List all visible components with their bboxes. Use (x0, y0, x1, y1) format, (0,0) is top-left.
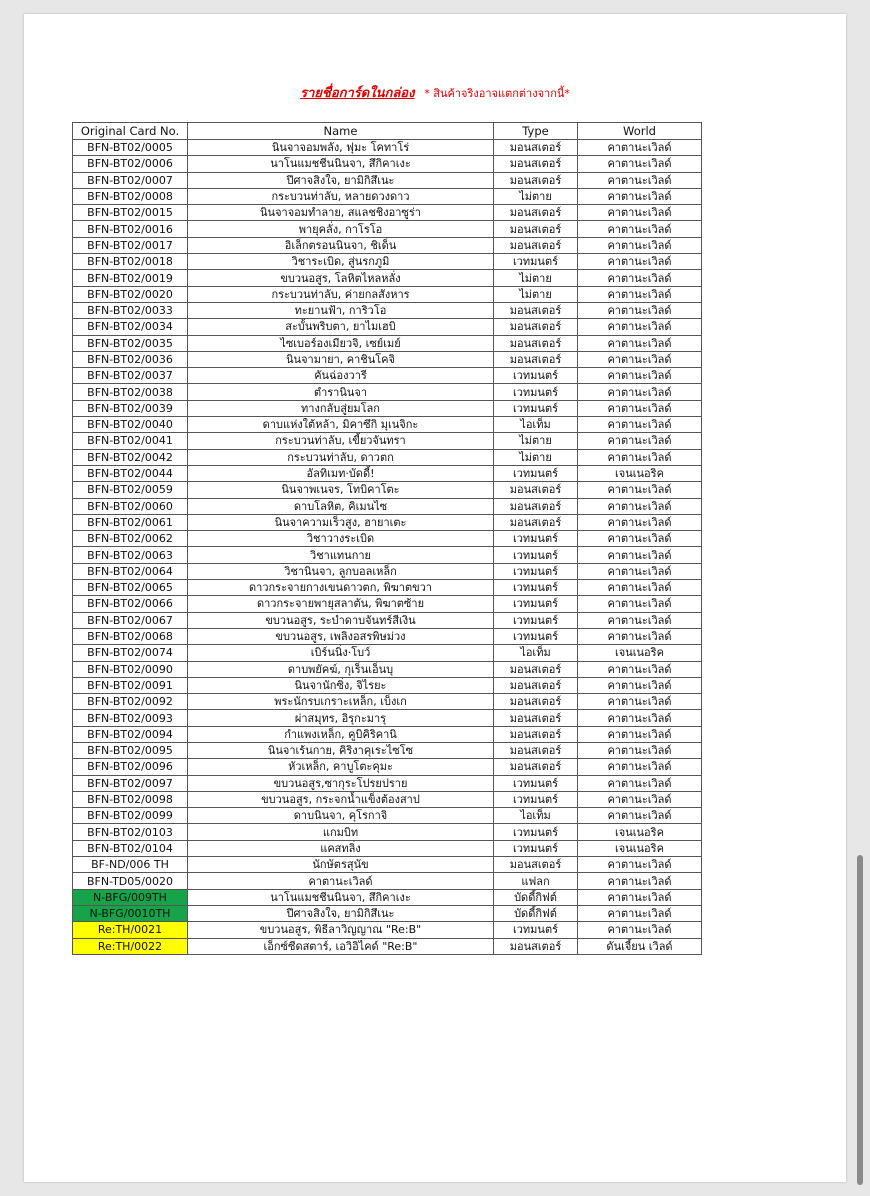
card-no-cell: BFN-BT02/0103 (73, 824, 188, 840)
card-type-cell: เวทมนตร์ (494, 465, 578, 481)
table-row (73, 808, 702, 824)
card-type-cell: เวทมนตร์ (494, 612, 578, 628)
card-type-cell: มอนสเตอร์ (494, 938, 578, 954)
card-no-cell: BFN-BT02/0099 (73, 808, 188, 824)
card-type-cell: เวทมนตร์ (494, 400, 578, 416)
table-row (73, 221, 702, 237)
card-no-cell: BFN-BT02/0096 (73, 759, 188, 775)
card-name-cell: ขบวนอสูร, เพลิงอสรพิษม่วง (188, 628, 494, 644)
table-row (73, 514, 702, 530)
table-row (73, 205, 702, 221)
document-title: รายชื่อการ์ดในกล่อง (300, 86, 415, 101)
card-name-cell: ปีศาจสิงใจ, ยามิกิสึเนะ (188, 905, 494, 921)
card-type-cell: เวทมนตร์ (494, 254, 578, 270)
card-world-cell: คาตานะเวิลด์ (578, 254, 702, 270)
card-type-cell: ไอเท็ม (494, 645, 578, 661)
card-name-cell: พายุคลั่ง, กาโรโอ (188, 221, 494, 237)
table-row (73, 433, 702, 449)
card-name-cell: นินจาความเร็วสูง, ฮายาเตะ (188, 514, 494, 530)
table-row (73, 465, 702, 481)
card-type-cell: มอนสเตอร์ (494, 172, 578, 188)
card-type-cell: ไอเท็ม (494, 417, 578, 433)
card-world-cell: คาตานะเวิลด์ (578, 400, 702, 416)
card-world-cell: คาตานะเวิลด์ (578, 547, 702, 563)
card-world-cell: คาตานะเวิลด์ (578, 726, 702, 742)
card-type-cell: เวทมนตร์ (494, 596, 578, 612)
card-no-cell: BFN-BT02/0019 (73, 270, 188, 286)
card-type-cell: มอนสเตอร์ (494, 482, 578, 498)
card-type-cell: มอนสเตอร์ (494, 742, 578, 758)
card-no-cell: BFN-BT02/0074 (73, 645, 188, 661)
card-world-cell: ดันเจี้ยน เวิลด์ (578, 938, 702, 954)
card-no-cell: BFN-BT02/0038 (73, 384, 188, 400)
card-world-cell: เจนเนอริค (578, 645, 702, 661)
card-no-cell: BFN-BT02/0090 (73, 661, 188, 677)
table-header-row (73, 123, 702, 140)
card-world-cell: คาตานะเวิลด์ (578, 433, 702, 449)
card-world-cell: คาตานะเวิลด์ (578, 417, 702, 433)
table-row (73, 531, 702, 547)
card-no-cell: BFN-BT02/0015 (73, 205, 188, 221)
card-name-cell: วิชาระเบิด, สู่นรกภูมิ (188, 254, 494, 270)
card-type-cell: มอนสเตอร์ (494, 302, 578, 318)
card-world-cell: คาตานะเวิลด์ (578, 482, 702, 498)
card-world-cell: คาตานะเวิลด์ (578, 156, 702, 172)
card-name-cell: กระบวนท่าลับ, ค่ายกลสังหาร (188, 286, 494, 302)
card-type-cell: เวทมนตร์ (494, 580, 578, 596)
card-world-cell: คาตานะเวิลด์ (578, 237, 702, 253)
card-world-cell: คาตานะเวิลด์ (578, 759, 702, 775)
table-row (73, 172, 702, 188)
card-type-cell: ไม่ตาย (494, 270, 578, 286)
card-name-cell: ทางกลับสู่ยมโลก (188, 400, 494, 416)
table-row (73, 742, 702, 758)
table-row (73, 905, 702, 921)
card-type-cell: มอนสเตอร์ (494, 498, 578, 514)
table-row (73, 938, 702, 954)
card-type-cell: ไม่ตาย (494, 433, 578, 449)
table-row (73, 580, 702, 596)
card-type-cell: มอนสเตอร์ (494, 205, 578, 221)
card-name-cell: คาตานะเวิลด์ (188, 873, 494, 889)
card-name-cell: เบิร์นนิ่ง·โบว์ (188, 645, 494, 661)
card-no-cell: BFN-BT02/0104 (73, 840, 188, 856)
card-no-cell: BFN-BT02/0092 (73, 694, 188, 710)
card-type-cell: ไม่ตาย (494, 286, 578, 302)
card-type-cell: มอนสเตอร์ (494, 710, 578, 726)
card-type-cell: มอนสเตอร์ (494, 677, 578, 693)
card-no-cell: BFN-BT02/0042 (73, 449, 188, 465)
card-type-cell: มอนสเตอร์ (494, 140, 578, 156)
card-world-cell: คาตานะเวิลด์ (578, 694, 702, 710)
card-name-cell: นินจานักซิ่ง, จิไรยะ (188, 677, 494, 693)
card-no-cell: BFN-BT02/0062 (73, 531, 188, 547)
card-no-cell: BFN-BT02/0033 (73, 302, 188, 318)
card-type-cell: มอนสเตอร์ (494, 514, 578, 530)
card-no-cell: BFN-BT02/0095 (73, 742, 188, 758)
card-type-cell: มอนสเตอร์ (494, 661, 578, 677)
card-no-cell: Re:TH/0022 (73, 938, 188, 954)
table-row (73, 547, 702, 563)
card-no-cell: BFN-BT02/0008 (73, 188, 188, 204)
card-world-cell: คาตานะเวิลด์ (578, 677, 702, 693)
document-note: * สินค้าจริงอาจแตกต่างจากนี้* (424, 87, 570, 100)
card-name-cell: คันฉ่องวารี (188, 368, 494, 384)
card-type-cell: มอนสเตอร์ (494, 857, 578, 873)
card-no-cell: BFN-BT02/0063 (73, 547, 188, 563)
table-row (73, 188, 702, 204)
card-name-cell: นินจามายา, คาชินโคจิ (188, 351, 494, 367)
card-world-cell: คาตานะเวิลด์ (578, 873, 702, 889)
card-type-cell: เวทมนตร์ (494, 824, 578, 840)
card-no-cell: BFN-BT02/0016 (73, 221, 188, 237)
card-type-cell: ไม่ตาย (494, 188, 578, 204)
card-name-cell: กระบวนท่าลับ, หลายดวงดาว (188, 188, 494, 204)
table-row (73, 254, 702, 270)
card-world-cell: คาตานะเวิลด์ (578, 498, 702, 514)
card-no-cell: BFN-BT02/0098 (73, 791, 188, 807)
card-name-cell: นินจาจอมทำลาย, สแลชชิงอาซูร่า (188, 205, 494, 221)
card-no-cell: BFN-BT02/0065 (73, 580, 188, 596)
card-type-cell: ไม่ตาย (494, 449, 578, 465)
card-name-cell: ขบวนอสูร, โลหิตไหลหลั่ง (188, 270, 494, 286)
card-name-cell: นาโนแมชชีนนินจา, สึกิคาเงะ (188, 889, 494, 905)
card-name-cell: ผ่าสมุทร, อิรุกะมารุ (188, 710, 494, 726)
card-world-cell: คาตานะเวิลด์ (578, 596, 702, 612)
card-no-cell: BFN-BT02/0017 (73, 237, 188, 253)
card-no-cell: BFN-BT02/0006 (73, 156, 188, 172)
card-world-cell: คาตานะเวิลด์ (578, 857, 702, 873)
card-name-cell: ขบวนอสูร, ระบำดาบจันทร์สีเงิน (188, 612, 494, 628)
card-no-cell: BFN-BT02/0018 (73, 254, 188, 270)
table-row (73, 400, 702, 416)
card-world-cell: คาตานะเวิลด์ (578, 661, 702, 677)
card-type-cell: ไอเท็ม (494, 808, 578, 824)
card-world-cell: คาตานะเวิลด์ (578, 889, 702, 905)
card-name-cell: ดาวกระจายกางเขนดาวตก, พิฆาตขวา (188, 580, 494, 596)
card-no-cell: BFN-BT02/0064 (73, 563, 188, 579)
card-world-cell: คาตานะเวิลด์ (578, 384, 702, 400)
card-type-cell: เวทมนตร์ (494, 628, 578, 644)
card-name-cell: นินจาจอมพลัง, ฟุมะ โคทาโร่ (188, 140, 494, 156)
card-name-cell: วิชาวางระเบิด (188, 531, 494, 547)
card-name-cell: ไซเบอร์องเมียวจิ, เซย์เมย์ (188, 335, 494, 351)
card-type-cell: เวทมนตร์ (494, 563, 578, 579)
table-row (73, 726, 702, 742)
card-no-cell: BFN-BT02/0037 (73, 368, 188, 384)
card-name-cell: ปีศาจสิงใจ, ยามิกิสึเนะ (188, 172, 494, 188)
table-row (73, 661, 702, 677)
card-name-cell: นินจาพเนจร, โทบิคาโตะ (188, 482, 494, 498)
card-type-cell: บัดดี้กิฟต์ (494, 905, 578, 921)
card-world-cell: คาตานะเวิลด์ (578, 710, 702, 726)
card-world-cell: คาตานะเวิลด์ (578, 286, 702, 302)
card-no-cell: BFN-BT02/0005 (73, 140, 188, 156)
card-type-cell: มอนสเตอร์ (494, 694, 578, 710)
card-world-cell: คาตานะเวิลด์ (578, 319, 702, 335)
table-row (73, 596, 702, 612)
table-row (73, 482, 702, 498)
table-row (73, 775, 702, 791)
card-world-cell: คาตานะเวิลด์ (578, 368, 702, 384)
card-world-cell: คาตานะเวิลด์ (578, 580, 702, 596)
card-type-cell: เวทมนตร์ (494, 922, 578, 938)
card-world-cell: คาตานะเวิลด์ (578, 628, 702, 644)
card-no-cell: N-BFG/009TH (73, 889, 188, 905)
card-world-cell: คาตานะเวิลด์ (578, 221, 702, 237)
table-row (73, 335, 702, 351)
card-world-cell: คาตานะเวิลด์ (578, 172, 702, 188)
card-name-cell: ขบวนอสูร,ซากุระโปรยปราย (188, 775, 494, 791)
card-world-cell: คาตานะเวิลด์ (578, 531, 702, 547)
card-no-cell: BFN-BT02/0093 (73, 710, 188, 726)
table-row (73, 645, 702, 661)
card-type-cell: เวทมนตร์ (494, 791, 578, 807)
card-type-cell: เวทมนตร์ (494, 840, 578, 856)
card-name-cell: ทะยานฟ้า, การิวโอ (188, 302, 494, 318)
card-no-cell: BFN-BT02/0094 (73, 726, 188, 742)
table-row (73, 417, 702, 433)
table-row (73, 302, 702, 318)
vertical-scrollbar[interactable] (857, 855, 863, 1185)
card-no-cell: BFN-BT02/0034 (73, 319, 188, 335)
card-name-cell: ดาบโลหิต, คิเมนไซ (188, 498, 494, 514)
card-name-cell: แคสทลิ่ง (188, 840, 494, 856)
card-type-cell: มอนสเตอร์ (494, 759, 578, 775)
card-name-cell: พระนักรบเกราะเหล็ก, เบ็งเก (188, 694, 494, 710)
card-world-cell: เจนเนอริค (578, 840, 702, 856)
card-no-cell: BFN-BT02/0059 (73, 482, 188, 498)
card-type-cell: บัดดี้กิฟต์ (494, 889, 578, 905)
card-world-cell: คาตานะเวิลด์ (578, 775, 702, 791)
card-world-cell: คาตานะเวิลด์ (578, 905, 702, 921)
card-no-cell: BFN-BT02/0044 (73, 465, 188, 481)
table-row (73, 710, 702, 726)
document-page (24, 14, 846, 1182)
card-name-cell: วิชานินจา, ลูกบอลเหล็ก (188, 563, 494, 579)
table-row (73, 351, 702, 367)
card-no-cell: BFN-BT02/0061 (73, 514, 188, 530)
table-row (73, 628, 702, 644)
card-no-cell: BF-ND/006 TH (73, 857, 188, 873)
table-row (73, 694, 702, 710)
card-name-cell: กำแพงเหล็ก, คูบิคิริคานิ (188, 726, 494, 742)
card-type-cell: มอนสเตอร์ (494, 726, 578, 742)
card-no-cell: BFN-BT02/0041 (73, 433, 188, 449)
card-no-cell: Re:TH/0021 (73, 922, 188, 938)
card-name-cell: กระบวนท่าลับ, ดาวตก (188, 449, 494, 465)
card-name-cell: เอ็กซ์ซีดสตาร์, เอวิอิไคด์ "Re:B" (188, 938, 494, 954)
card-no-cell: BFN-BT02/0020 (73, 286, 188, 302)
card-name-cell: อัลทิเมท·บัดดี้! (188, 465, 494, 481)
card-world-cell: คาตานะเวิลด์ (578, 302, 702, 318)
card-type-cell: เวทมนตร์ (494, 531, 578, 547)
card-type-cell: เวทมนตร์ (494, 368, 578, 384)
card-no-cell: BFN-BT02/0039 (73, 400, 188, 416)
card-name-cell: แกมบิท (188, 824, 494, 840)
table-row (73, 563, 702, 579)
card-type-cell: มอนสเตอร์ (494, 351, 578, 367)
table-row (73, 140, 702, 156)
card-no-cell: BFN-BT02/0066 (73, 596, 188, 612)
card-world-cell: คาตานะเวิลด์ (578, 449, 702, 465)
card-no-cell: BFN-TD05/0020 (73, 873, 188, 889)
card-name-cell: ตำรานินจา (188, 384, 494, 400)
card-no-cell: BFN-BT02/0067 (73, 612, 188, 628)
card-world-cell: คาตานะเวิลด์ (578, 335, 702, 351)
card-name-cell: ดาบแห่งใต้หล้า, มิคาซึกิ มุเนจิกะ (188, 417, 494, 433)
card-world-cell: คาตานะเวิลด์ (578, 791, 702, 807)
card-name-cell: วิชาแทนกาย (188, 547, 494, 563)
card-type-cell: เวทมนตร์ (494, 384, 578, 400)
card-type-cell: มอนสเตอร์ (494, 156, 578, 172)
card-world-cell: คาตานะเวิลด์ (578, 140, 702, 156)
header-name: Name (188, 123, 494, 140)
card-no-cell: BFN-BT02/0035 (73, 335, 188, 351)
table-row (73, 857, 702, 873)
card-name-cell: กระบวนท่าลับ, เขี้ยวจันทรา (188, 433, 494, 449)
table-row (73, 791, 702, 807)
card-type-cell: มอนสเตอร์ (494, 237, 578, 253)
card-name-cell: นักษัตรสุนัข (188, 857, 494, 873)
table-row (73, 156, 702, 172)
card-world-cell: คาตานะเวิลด์ (578, 351, 702, 367)
table-row (73, 286, 702, 302)
card-world-cell: คาตานะเวิลด์ (578, 742, 702, 758)
card-no-cell: BFN-BT02/0091 (73, 677, 188, 693)
card-type-cell: เวทมนตร์ (494, 775, 578, 791)
table-row (73, 319, 702, 335)
card-name-cell: นาโนแมชชีนนินจา, สึกิคาเงะ (188, 156, 494, 172)
card-name-cell: อิเล็กตรอนนินจา, ชิเด็น (188, 237, 494, 253)
table-row (73, 384, 702, 400)
card-world-cell: คาตานะเวิลด์ (578, 922, 702, 938)
card-no-cell: BFN-BT02/0097 (73, 775, 188, 791)
table-row (73, 759, 702, 775)
card-rows (73, 140, 702, 955)
table-row (73, 840, 702, 856)
card-world-cell: เจนเนอริค (578, 824, 702, 840)
card-no-cell: BFN-BT02/0007 (73, 172, 188, 188)
header-card-no: Original Card No. (73, 123, 188, 140)
table-row (73, 449, 702, 465)
header-type: Type (494, 123, 578, 140)
card-name-cell: ดาบพยัคฆ์, กุเร็นเอ็นบุ (188, 661, 494, 677)
card-no-cell: BFN-BT02/0036 (73, 351, 188, 367)
card-no-cell: N-BFG/0010TH (73, 905, 188, 921)
card-no-cell: BFN-BT02/0040 (73, 417, 188, 433)
card-type-cell: มอนสเตอร์ (494, 221, 578, 237)
card-name-cell: หัวเหล็ก, คาบูโตะคุมะ (188, 759, 494, 775)
card-name-cell: ดาบนินจา, คุโรกาจิ (188, 808, 494, 824)
card-type-cell: มอนสเตอร์ (494, 335, 578, 351)
card-world-cell: คาตานะเวิลด์ (578, 205, 702, 221)
card-no-cell: BFN-BT02/0060 (73, 498, 188, 514)
card-name-cell: ขบวนอสูร, พิธีลาวิญญาณ "Re:B" (188, 922, 494, 938)
table-row (73, 237, 702, 253)
card-world-cell: คาตานะเวิลด์ (578, 563, 702, 579)
table-row (73, 612, 702, 628)
card-type-cell: เวทมนตร์ (494, 547, 578, 563)
card-no-cell: BFN-BT02/0068 (73, 628, 188, 644)
card-name-cell: นินจาเร้นกาย, คิริงาคุเระไซโซ (188, 742, 494, 758)
card-world-cell: คาตานะเวิลด์ (578, 188, 702, 204)
card-type-cell: มอนสเตอร์ (494, 319, 578, 335)
table-row (73, 498, 702, 514)
card-name-cell: ขบวนอสูร, กระจกน้ำแข็งต้องสาป (188, 791, 494, 807)
card-name-cell: ดาวกระจายพายุสลาตัน, พิฆาตซ้าย (188, 596, 494, 612)
card-name-cell: สะบั้นพริบตา, ยาไมเฮบิ (188, 319, 494, 335)
card-world-cell: คาตานะเวิลด์ (578, 808, 702, 824)
table-row (73, 824, 702, 840)
card-world-cell: คาตานะเวิลด์ (578, 514, 702, 530)
table-row (73, 677, 702, 693)
card-list-table (72, 122, 702, 955)
table-row (73, 270, 702, 286)
card-world-cell: คาตานะเวิลด์ (578, 270, 702, 286)
card-world-cell: คาตานะเวิลด์ (578, 612, 702, 628)
table-row (73, 368, 702, 384)
document-heading (24, 82, 846, 103)
header-world: World (578, 123, 702, 140)
card-type-cell: แฟลก (494, 873, 578, 889)
table-row (73, 889, 702, 905)
table-row (73, 873, 702, 889)
card-world-cell: เจนเนอริค (578, 465, 702, 481)
table-row (73, 922, 702, 938)
